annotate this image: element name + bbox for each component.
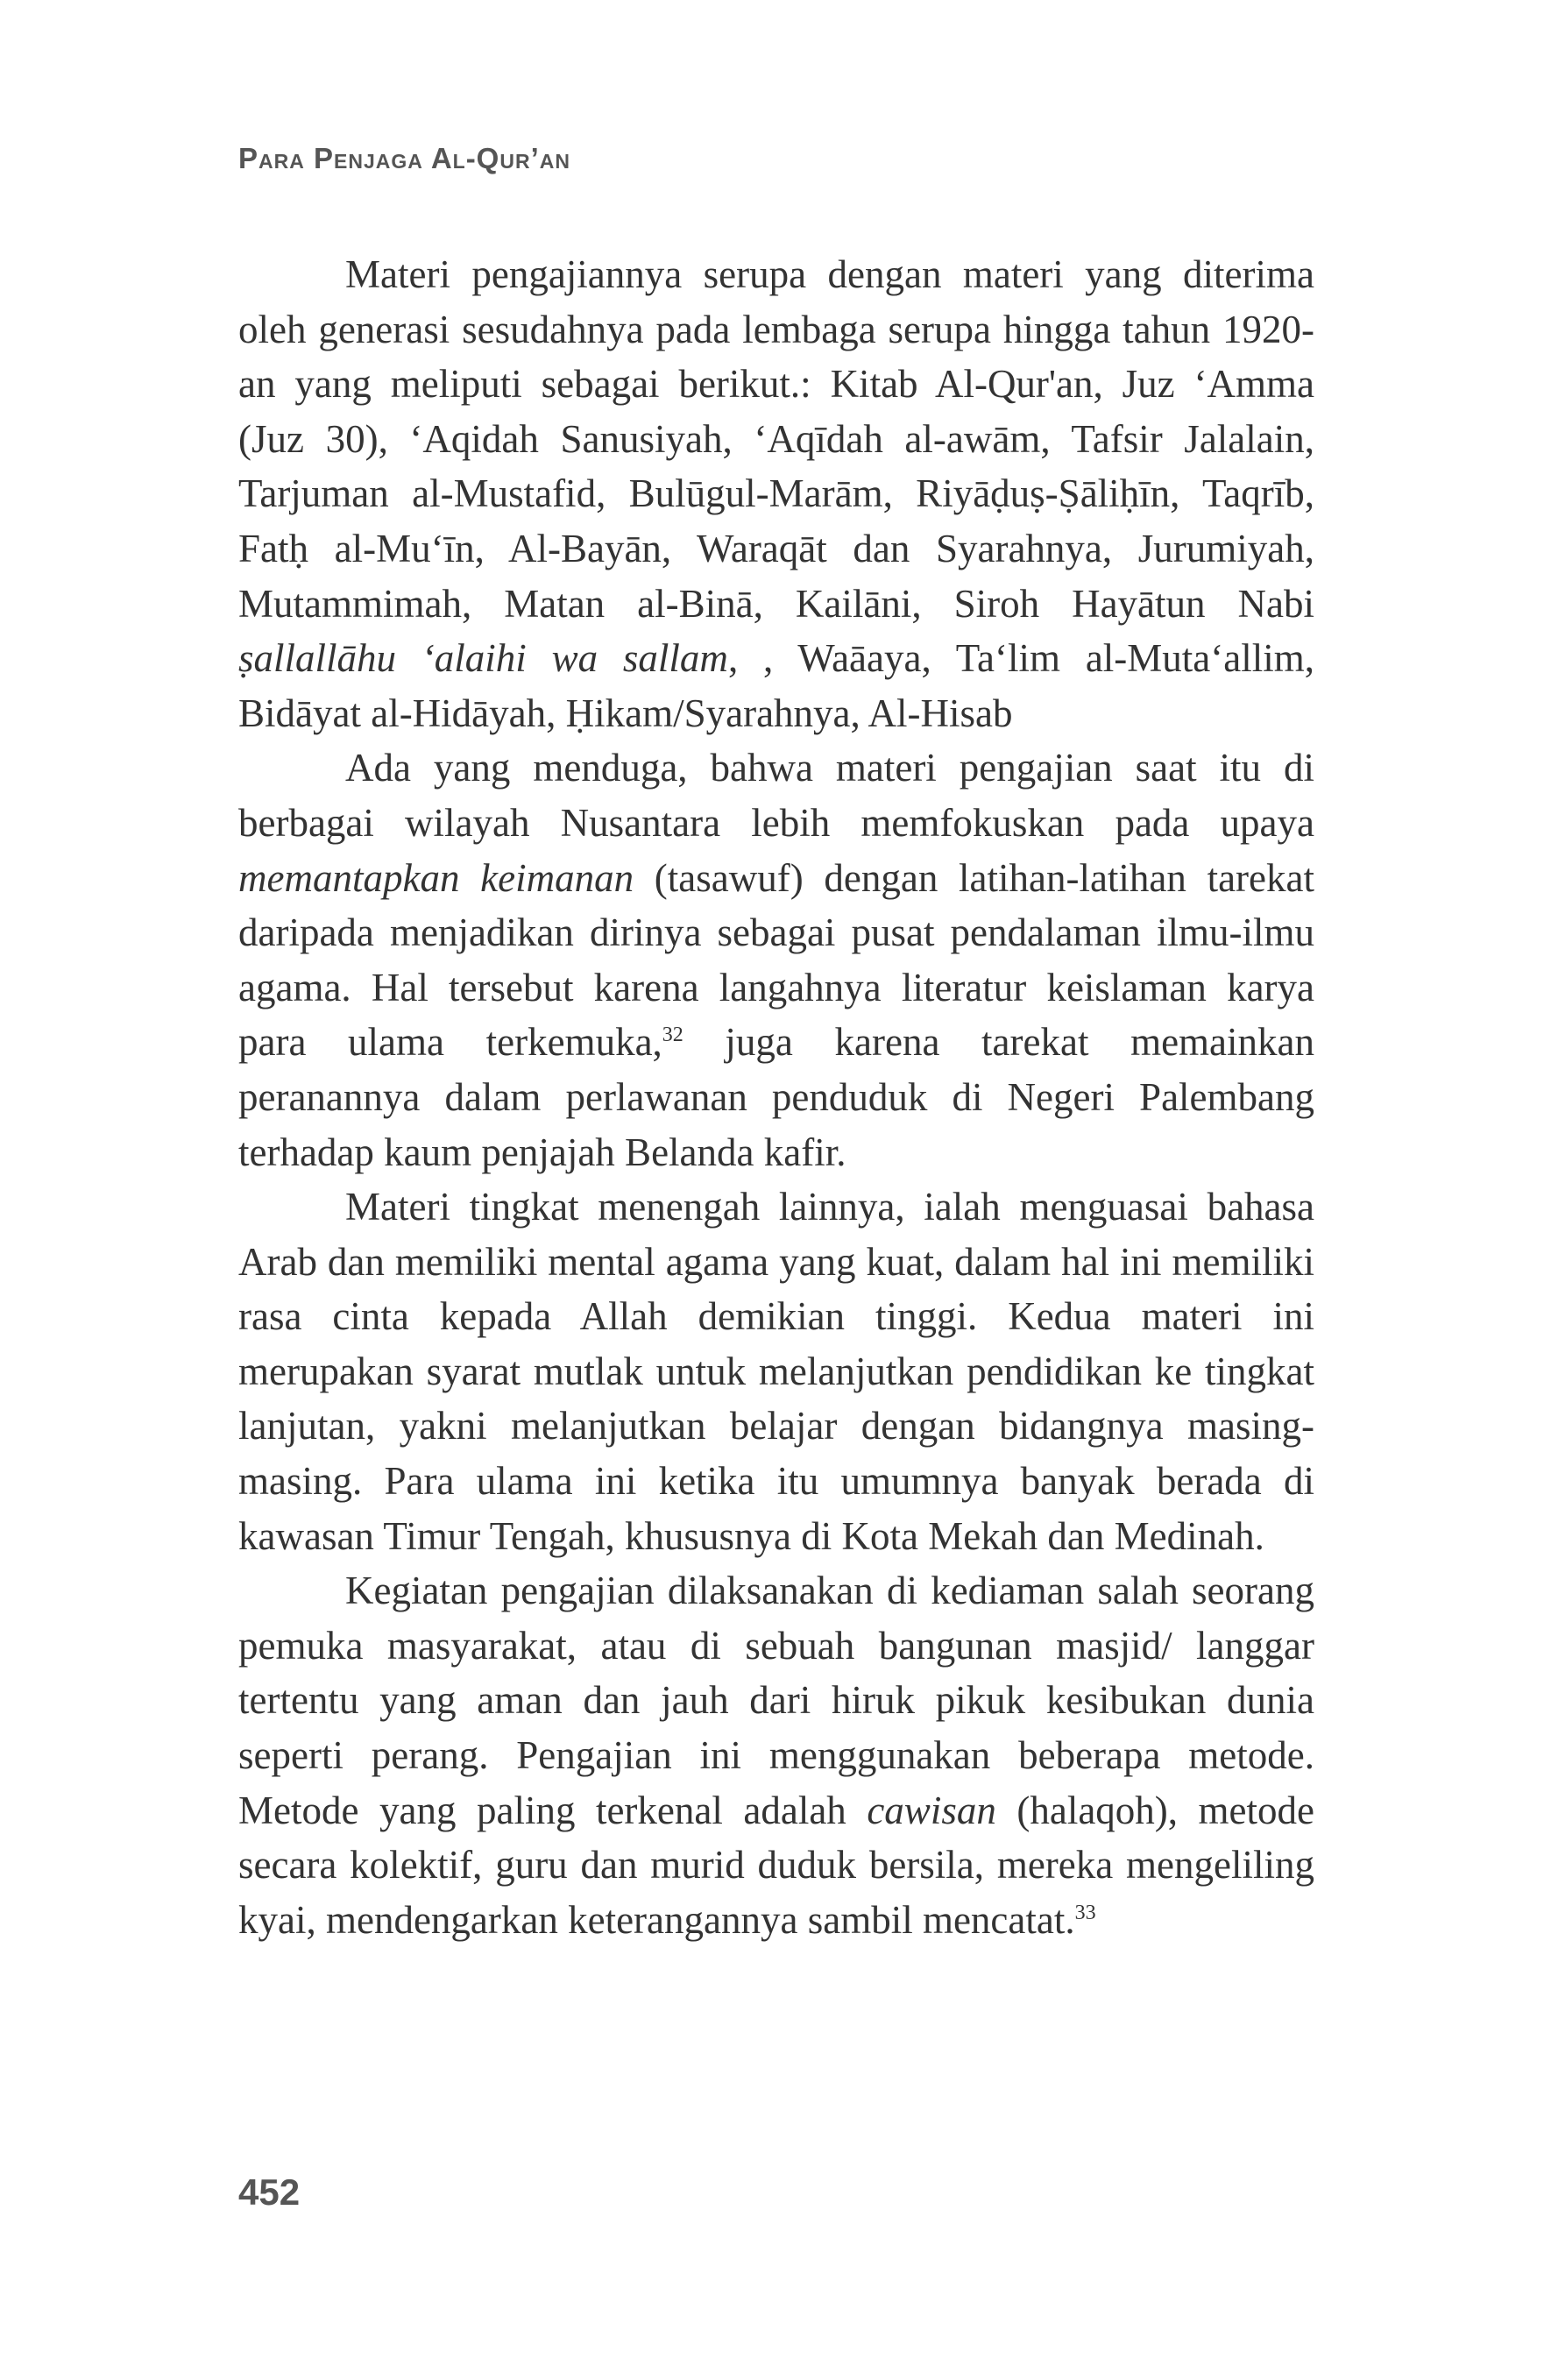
paragraph-3 [238,1179,1314,1563]
paragraph-1-text: Materi pengajiannya serupa dengan materi yang diterima oleh generasi sesudahnya pada lembaga serupa hingga tahun 1920-an yang meliputi sebagai berikut.: Kitab Al-Qur'an, Juz ‘Amma (Juz 30), ‘Aqidah Sanusiyah, ‘Aqīdah al-awām, Tafsir Jalalain, Tarjuman al-Mustafid, Bulūgul-Marām, Riyāḍuṣ-Ṣāliḥīn, Taqrīb, Fatḥ al-Mu‘īn, Al-Bayān, Waraqāt dan Syarahnya, Jurumiyah, Mutammimah, Matan al-Binā, Kailāni, Siroh Hayātun Nabi [238,252,1314,626]
paragraph-4-before: Kegiatan pengajian dilaksanakan di kediaman salah seorang pemuka masyarakat, atau di sebuah bangunan masjid/ langgar tertentu yang aman dan jauh dari hiruk pikuk kesibukan dunia seperti perang. Pengajian ini menggunakan beberapa metode. Metode yang paling terkenal adalah [238,1569,1314,1832]
footnote-ref-33[interactable]: 33 [1074,1901,1096,1924]
paragraph-2 [238,740,1314,1179]
footnote-ref-32[interactable]: 32 [662,1024,683,1047]
paragraph-3-text: Materi tingkat menengah lainnya, ialah menguasai bahasa Arab dan memiliki mental agama yang kuat, dalam hal ini memiliki rasa cinta kepada Allah demikian tinggi. Kedua materi ini merupakan syarat mutlak untuk melanjutkan pendidikan ke tingkat lanjutan, yakni melanjutkan belajar dengan bidangnya masing-masing. Para ulama ini ketika itu umumnya banyak berada di kawasan Timur Tengah, khususnya di Kota Mekah dan Medinah. [238,1185,1314,1558]
paragraph-1 [238,247,1314,740]
running-head: Para Penjaga Al-Qur’an [238,142,570,174]
paragraph-2-middle: (tasawuf) dengan latihan-latihan tarekat daripada menjadikan dirinya sebagai pusat pendalaman ilmu-ilmu agama. Hal tersebut karena langahnya literatur keislaman karya para ulama terkemuka, [238,855,1314,1065]
paragraph-1-italic: ṣallallāhu ‘alaihi wa sallam [238,636,728,681]
paragraph-2-italic: memantapkan keimanan [238,855,634,900]
paragraph-4-after: (halaqoh), metode secara kolektif, guru dan murid duduk bersila, mereka mengeliling kyai, mendengarkan keterangannya sambil mencatat. [238,1788,1314,1942]
page-number: 452 [238,2171,301,2213]
paragraph-4 [238,1563,1314,1947]
body-text [238,247,1314,1947]
paragraph-2-after: juga karena tarekat memainkan peranannya dalam perlawanan penduduk di Negeri Palembang terhadap kaum penjajah Belanda kafir. [238,1020,1315,1174]
paragraph-2-before: Ada yang menduga, bahwa materi pengajian saat itu di berbagai wilayah Nusantara lebih memfokuskan pada upaya [238,746,1314,845]
paragraph-4-italic: cawisan [867,1788,996,1832]
paragraph-1-after: , , Waāaya, Ta‘lim al-Muta‘allim, Bidāyat al-Hidāyah, Ḥikam/Syarahnya, Al-Hisab [238,636,1314,735]
